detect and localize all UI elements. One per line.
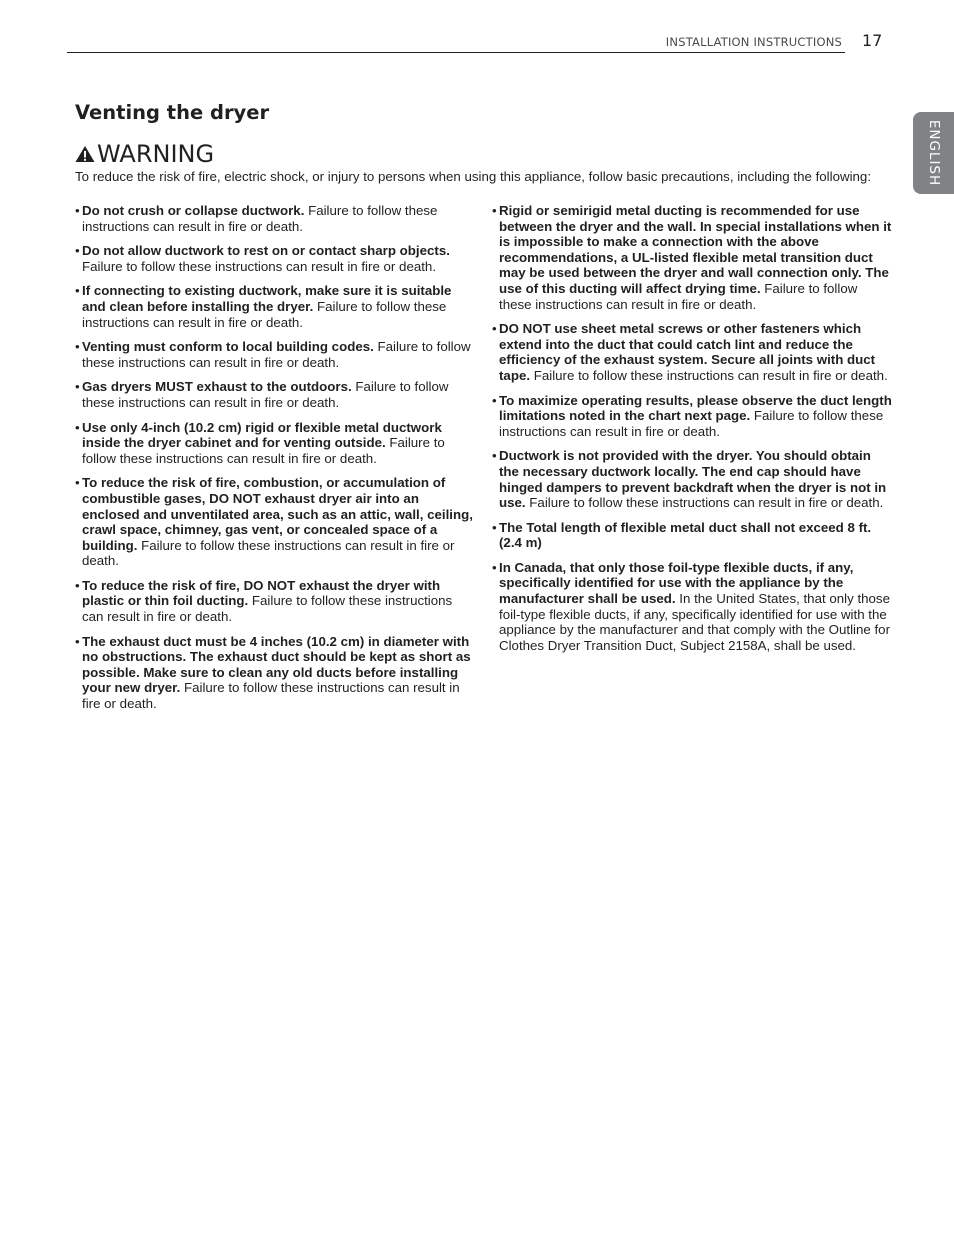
item-text: Failure to follow these instructions can result in fire or death. xyxy=(82,680,460,712)
item-text: Failure to follow these instructions can result in fire or death. xyxy=(525,495,884,511)
item-emphasis: The exhaust duct must be 4 inches (10.2 cm) in diameter with no obstructions. The exhaust duct should be kept as short as possible. Make sure to clean any old ducts before installing your new dryer. xyxy=(82,633,471,696)
bullet-icon: • xyxy=(75,203,80,218)
list-item xyxy=(75,203,473,234)
item-emphasis: To maximize operating results, please observe the duct length limitations noted in the chart next page. xyxy=(499,392,892,424)
list-item xyxy=(492,520,892,551)
list-item xyxy=(492,203,892,312)
item-text: Failure to follow these instructions can result in fire or death. xyxy=(82,339,471,370)
section-title: Venting the dryer xyxy=(75,101,270,124)
bullet-icon: • xyxy=(75,339,80,355)
item-emphasis: Gas dryers MUST exhaust to the outdoors. xyxy=(82,379,352,395)
list-item xyxy=(75,379,473,410)
item-text: Failure to follow these instructions can result in fire or death. xyxy=(499,408,884,439)
bullet-icon: • xyxy=(492,392,497,408)
item-emphasis: To reduce the risk of fire, DO NOT exhaust the dryer with plastic or thin foil ducting. xyxy=(82,577,441,609)
item-text: Failure to follow these instructions can result in fire or death. xyxy=(82,537,455,569)
item-text: Failure to follow these instructions can result in fire or death. xyxy=(82,203,438,234)
list-item xyxy=(75,283,473,330)
header-section-label: INSTALLATION INSTRUCTIONS xyxy=(665,35,842,49)
item-emphasis: Use only 4-inch (10.2 cm) rigid or flexible metal ductwork inside the dryer cabinet and for venting outside. xyxy=(82,419,442,451)
list-item xyxy=(75,475,473,569)
item-emphasis: The Total length of flexible metal duct shall not exceed 8 ft. (2.4 m) xyxy=(499,519,872,551)
bullet-icon: • xyxy=(492,203,497,218)
left-column-list xyxy=(75,203,473,721)
bullet-icon: • xyxy=(75,419,80,435)
bullet-icon: • xyxy=(492,448,497,464)
list-item xyxy=(75,339,473,370)
header-rule xyxy=(67,52,845,53)
item-text: Failure to follow these instructions can result in fire or death. xyxy=(82,435,445,466)
bullet-icon: • xyxy=(75,577,80,593)
list-item xyxy=(492,448,892,510)
list-item xyxy=(75,578,473,625)
item-emphasis: DO NOT use sheet metal screws or other fasteners which extend into the duct that could catch lint and reduce the efficiency of the exhaust system. Secure all joints with duct tape. xyxy=(499,321,876,383)
list-item xyxy=(75,243,473,274)
item-text: Failure to follow these instructions can result in fire or death. xyxy=(82,593,453,625)
bullet-icon: • xyxy=(492,519,497,535)
list-item xyxy=(492,321,892,383)
list-item xyxy=(75,634,473,712)
bullet-icon: • xyxy=(75,633,80,649)
bullet-icon: • xyxy=(492,321,497,337)
item-emphasis: To reduce the risk of fire, combustion, or accumulation of combustible gases, DO NOT exhaust dryer air into an enclosed and unventilated area, such as an attic, wall, ceiling, crawl space, chimney, gas vent, or concealed space of a building. xyxy=(82,475,473,553)
item-emphasis: If connecting to existing ductwork, make sure it is suitable and clean before installing the dryer. xyxy=(82,283,452,314)
list-item xyxy=(75,420,473,467)
item-emphasis: Venting must conform to local building codes. xyxy=(82,339,374,355)
item-text: Failure to follow these instructions can result in fire or death. xyxy=(82,258,437,274)
page-number: 17 xyxy=(862,31,883,50)
item-emphasis: In Canada, that only those foil-type flexible ducts, if any, specifically identified for use with the appliance by the manufacturer shall be used. xyxy=(499,559,854,607)
language-tab xyxy=(913,112,954,194)
item-emphasis: Ductwork is not provided with the dryer. You should obtain the necessary ductwork locally. The end cap should have hinged dampers to prevent backdraft when the dryer is not in use. xyxy=(499,448,887,511)
bullet-icon: • xyxy=(492,559,497,575)
warning-heading xyxy=(75,140,214,168)
warning-word: WARNING xyxy=(97,140,215,168)
language-tab-label: ENGLISH xyxy=(925,119,942,187)
bullet-icon: • xyxy=(75,475,80,491)
list-item xyxy=(492,560,892,654)
bullet-icon: • xyxy=(75,243,80,259)
item-text: In the United States, that only those foil-type flexible ducts, if any, specifically identified for use with the appliance by the manufacturer and that comply with the Outline for Clothes Dryer Transition Duct, Subject 2158A, shall be used. xyxy=(499,591,890,653)
item-text: Failure to follow these instructions can result in fire or death. xyxy=(82,379,449,410)
warning-intro: To reduce the risk of fire, electric shock, or injury to persons when using this appliance, follow basic precautions, including the following: xyxy=(75,169,872,184)
right-column-list xyxy=(492,203,892,662)
item-text: Failure to follow these instructions can result in fire or death. xyxy=(530,367,888,383)
bullet-icon: • xyxy=(75,379,80,395)
bullet-icon: • xyxy=(75,283,80,299)
item-text: Failure to follow these instructions can result in fire or death. xyxy=(82,298,447,330)
item-text: Failure to follow these instructions can result in fire or death. xyxy=(499,280,858,312)
warning-triangle-icon xyxy=(75,145,95,163)
list-item xyxy=(492,393,892,440)
item-emphasis: Do not crush or collapse ductwork. xyxy=(82,203,305,218)
item-emphasis: Do not allow ductwork to rest on or contact sharp objects. xyxy=(82,243,450,259)
item-emphasis: Rigid or semirigid metal ducting is recommended for use between the dryer and the wall. In special installations when it is impossible to make a connection with the above recommendations, a UL-listed flexible metal transition duct may be used between the dryer and wall connection only. The use of this ducting will affect drying time. xyxy=(499,203,892,296)
